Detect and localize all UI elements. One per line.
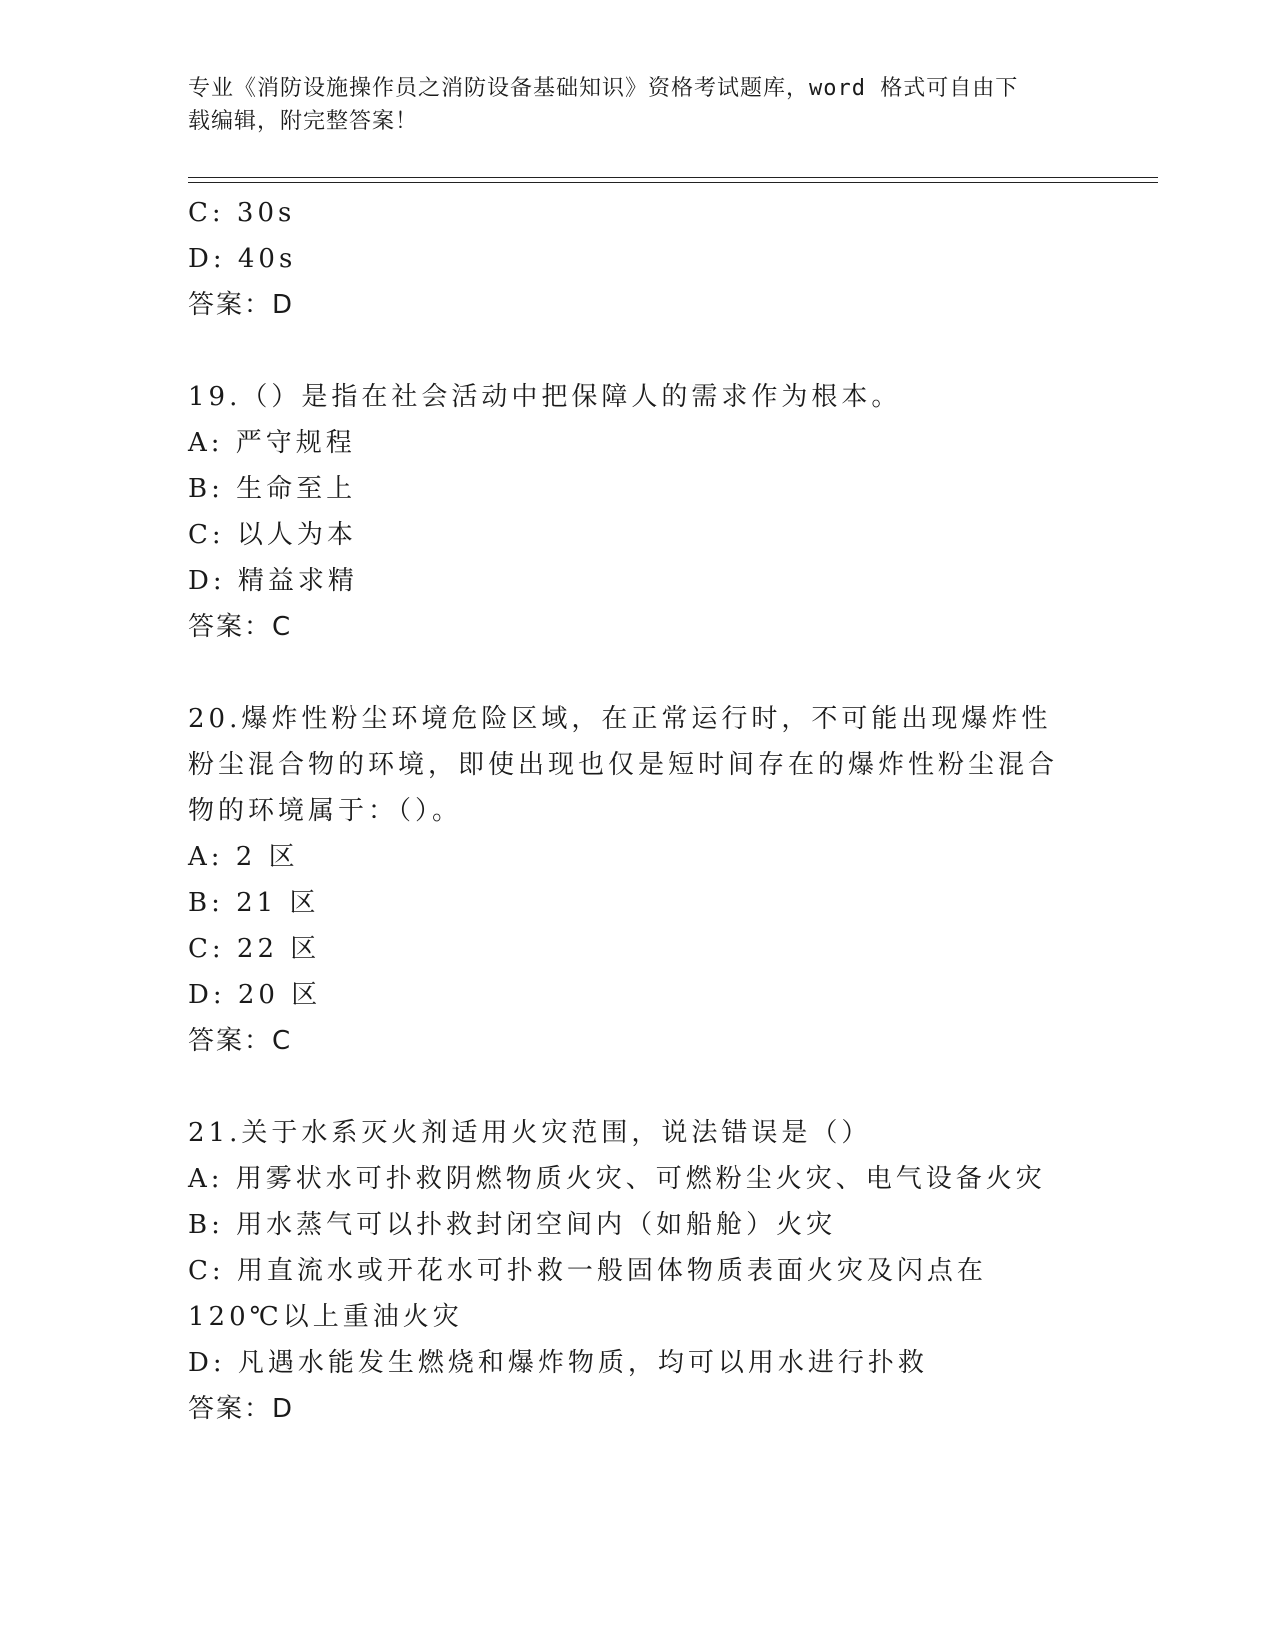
header-line-1: 专业《消防设施操作员之消防设备基础知识》资格考试题库，word 格式可自由下 bbox=[188, 76, 1019, 101]
answer: 答案：C bbox=[188, 612, 293, 642]
option-a: A: 严守规程 bbox=[188, 428, 356, 458]
option-b: B: 21 区 bbox=[188, 888, 320, 918]
question-stem: 19.（）是指在社会活动中把保障人的需求作为根本。 bbox=[188, 382, 902, 412]
option-a: A: 2 区 bbox=[188, 842, 299, 872]
question-21 bbox=[188, 1110, 1088, 1432]
option-d: D: 40s bbox=[188, 244, 297, 274]
page-header bbox=[188, 72, 1068, 138]
option-b: B: 生命至上 bbox=[188, 474, 357, 504]
option-d: D: 精益求精 bbox=[188, 566, 358, 596]
question-stem: 21.关于水系灭火剂适用火灾范围，说法错误是（） bbox=[188, 1118, 872, 1148]
header-rule-top bbox=[188, 177, 1158, 178]
answer: 答案：D bbox=[188, 1394, 295, 1424]
question-content bbox=[188, 190, 1088, 1432]
question-20 bbox=[188, 696, 1088, 1064]
header-line-2: 载编辑，附完整答案！ bbox=[188, 109, 419, 134]
question-stem: 20.爆炸性粉尘环境危险区域，在正常运行时，不可能出现爆炸性粉尘混合物的环境，即使出现也仅是短时间存在的爆炸性粉尘混合物的环境属于：（）。 bbox=[188, 704, 1059, 826]
option-d: D: 20 区 bbox=[188, 980, 322, 1010]
answer: 答案：C bbox=[188, 1026, 293, 1056]
answer: 答案：D bbox=[188, 290, 295, 320]
option-a: A: 用雾状水可扑救阴燃物质火灾、可燃粉尘火灾、电气设备火灾 bbox=[188, 1164, 1046, 1194]
option-d: D: 凡遇水能发生燃烧和爆炸物质，均可以用水进行扑救 bbox=[188, 1348, 928, 1378]
option-c: C: 30s bbox=[188, 198, 296, 228]
option-c: C: 22 区 bbox=[188, 934, 321, 964]
option-c: C: 用直流水或开花水可扑救一般固体物质表面火灾及闪点在 120℃以上重油火灾 bbox=[188, 1256, 1000, 1332]
question-19 bbox=[188, 374, 1088, 650]
option-c: C: 以人为本 bbox=[188, 520, 357, 550]
header-rule-bottom bbox=[188, 182, 1158, 183]
option-b: B: 用水蒸气可以扑救封闭空间内（如船舱）火灾 bbox=[188, 1210, 837, 1240]
